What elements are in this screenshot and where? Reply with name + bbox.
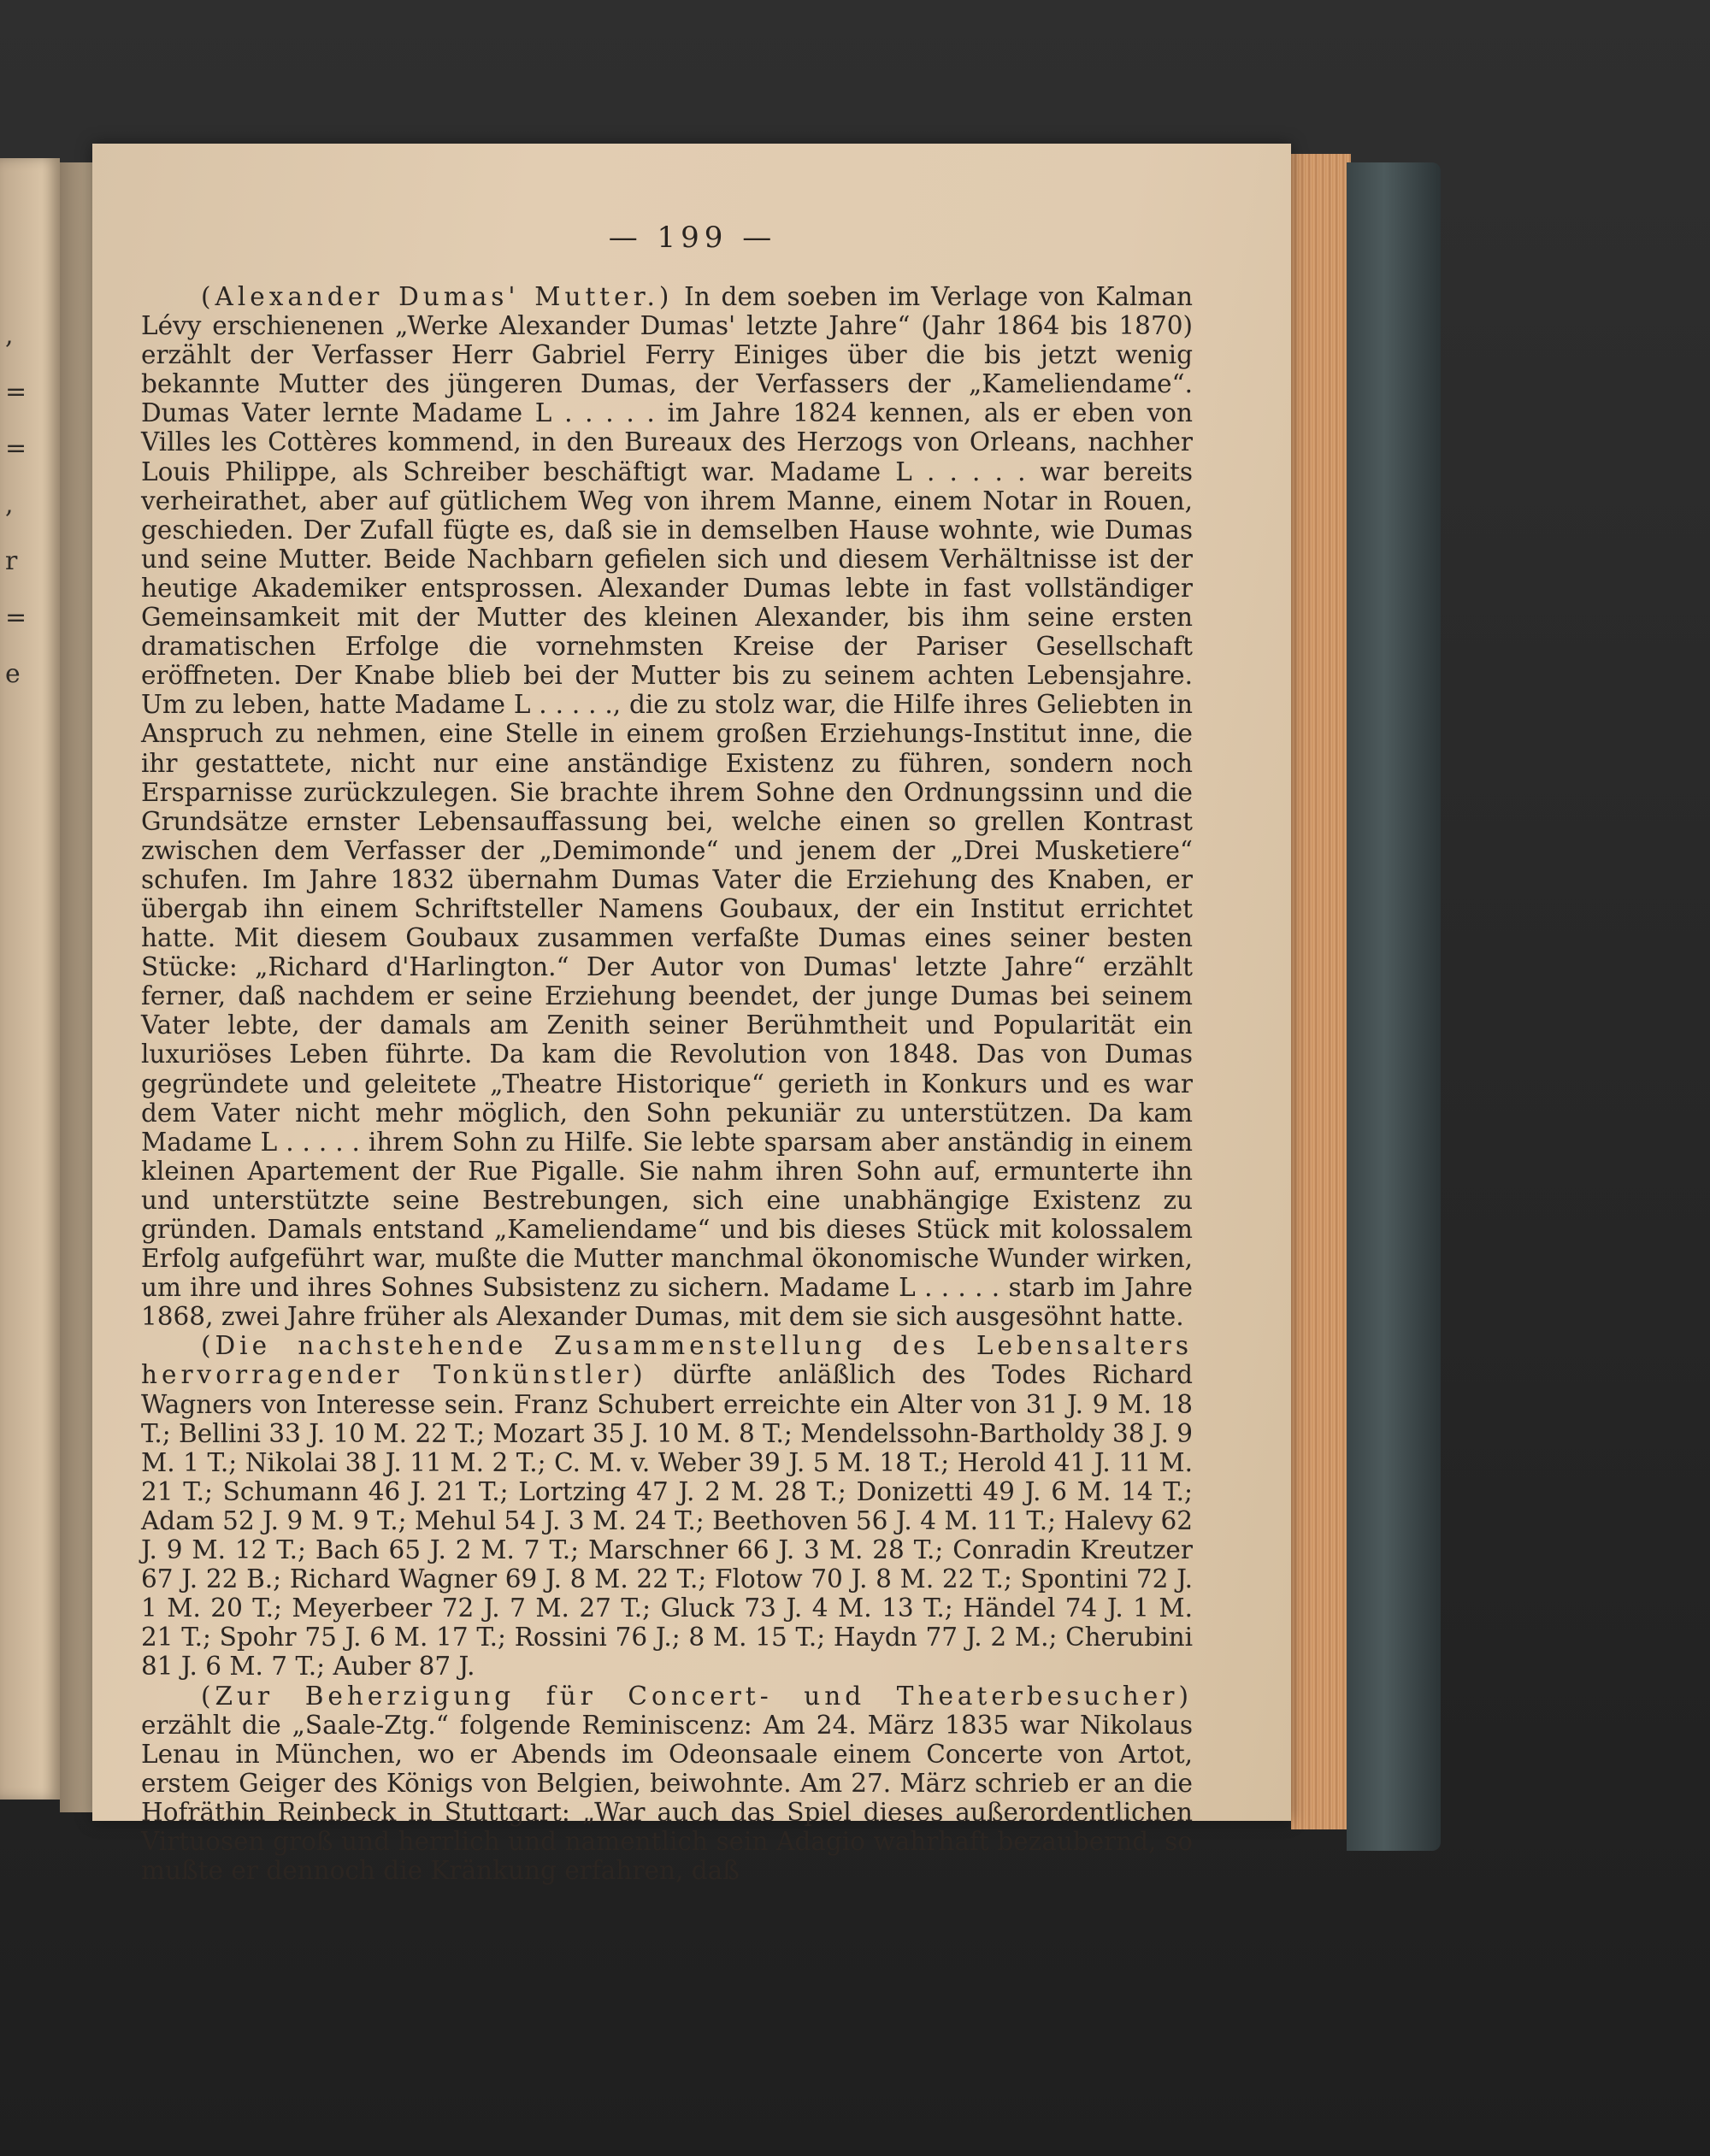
- paragraph-text: dürfte anläßlich des Todes Richard Wagners von Interesse sein. Franz Schubert erreichte ein Alter von 31 J. 9 M. 18 T.; Bellini 33 J. 10 M. 22 T.; Mozart 35 J. 10 M. 8 T.; Mendelssohn-Bartholdy 38 J. 9 M. 1 T.; Nikolai 38 J. 11 M. 2 T.; C. M. v. Weber 39 J. 5 M. 18 T.; Herold 41 J. 11 M. 21 T.; Schumann 46 J. 21 T.; Lortzing 47 J. 2 M. 28 T.; Donizetti 49 J. 6 M. 14 T.; Adam 52 J. 9 M. 9 T.; Mehul 54 J. 3 M. 24 T.; Beethoven 56 J. 4 M. 11 T.; Halevy 62 J. 9 M. 12 T.; Bach 65 J. 2 M. 7 T.; Marschner 66 J. 3 M. 28 T.; Conradin Kreutzer 67 J. 22 B.; Richard Wagner 69 J. 8 M. 22 T.; Flotow 70 J. 8 M. 22 T.; Spontini 72 J. 1 M. 20 T.; Meyerbeer 72 J. 7 M. 27 T.; Gluck 73 J. 4 M. 13 T.; Händel 74 J. 1 M. 21 T.; Spohr 75 J. 6 M. 17 T.; Rossini 76 J.; 8 M. 15 T.; Haydn 77 J. 2 M.; Cherubini 81 J. 6 M. 7 T.; Auber 87 J.: [141, 1360, 1193, 1682]
- paragraph-lead: (Alexander Dumas' Mutter.): [201, 282, 674, 311]
- paragraph-lead: (Die nachstehende Zusammenstellung des Lebensalters hervorragender Tonkünstler): [141, 1331, 1193, 1390]
- facing-page-marks: , = = , r = e: [5, 321, 27, 689]
- paragraph-composer-ages: [141, 1331, 1193, 1681]
- paragraph-text: erzählt die „Saale-Ztg.“ folgende Reminiscenz: Am 24. März 1835 war Nikolaus Lenau in München, wo er Abends im Odeonsaale einem Concerte von Artot, erstem Geiger des Königs von Belgien, beiwohnte. Am 27. März schrieb er an die Hofräthin Reinbeck in Stuttgart: „War auch das Spiel dieses außerordentlichen Virtuosen groß und herrlich und namentlich sein Adagio wahrhaft bezaubernd, so mußte er dennoch die Kränkung erfahren, daß: [141, 1710, 1193, 1886]
- book-cover: [1347, 162, 1441, 1851]
- paragraph-lead: (Zur Beherzigung für Concert- und Theaterbesucher): [201, 1681, 1193, 1711]
- page-body: [141, 282, 1193, 1885]
- book-gutter: [60, 162, 94, 1812]
- paragraph-dumas-mother: [141, 282, 1193, 1331]
- paragraph-text: In dem soeben im Verlage von Kalman Lévy erschienenen „Werke Alexander Dumas' letzte Jahre“ (Jahr 1864 bis 1870) erzählt der Verfasser Herr Gabriel Ferry Einiges über die bis jetzt wenig bekannte Mutter des jüngeren Dumas, der Verfassers der „Kameliendame“. Dumas Vater lernte Madame L . . . . . im Jahre 1824 kennen, als er eben von Villes les Cottères kommend, in den Bureaux des Herzogs von Orleans, nachher Louis Philippe, als Schreiber beschäftigt war. Madame L . . . . . war bereits verheirathet, aber auf gütlichem Weg von ihrem Manne, einem Notar in Rouen, geschieden. Der Zufall fügte es, daß sie in demselben Hause wohnte, wie Dumas und seine Mutter. Beide Nachbarn gefielen sich und diesem Verhältnisse ist der heutige Akademiker entsprossen. Alexander Dumas lebte in fast vollständiger Gemeinsamkeit mit der Mutter des kleinen Alexander, bis ihm seine ersten dramatischen Erfolge die vornehmsten Kreise der Pariser Gesellschaft eröffneten. Der Knabe blieb bei der Mutter bis zu seinem achten Lebensjahre. Um zu leben, hatte Madame L . . . . ., die zu stolz war, die Hilfe ihres Geliebten in Anspruch zu nehmen, eine Stelle in einem großen Erziehungs-Institut inne, die ihr gestattete, nicht nur eine anständige Existenz zu führen, sondern noch Ersparnisse zurückzulegen. Sie brachte ihrem Sohne den Ordnungssinn und die Grundsätze ernster Lebensauffassung bei, welche einen so grellen Kontrast zwischen dem Verfasser der „Demimonde“ und jenem der „Drei Musketiere“ schufen. Im Jahre 1832 übernahm Dumas Vater die Erziehung des Knaben, er übergab ihn einem Schriftsteller Namens Goubaux, der ein Institut errichtet hatte. Mit diesem Goubaux zusammen verfaßte Dumas eines seiner besten Stücke: „Richard d'Harlington.“ Der Autor von Dumas' letzte Jahre“ erzählt ferner, daß nachdem er seine Erziehung beendet, der junge Dumas bei seinem Vater lebte, der damals am Zenith seiner Berühmtheit und Popularität ein luxuriöses Leben führte. Da kam die Revolution von 1848. Das von Dumas gegründete und geleitete „Theatre Historique“ gerieth in Konkurs und es war dem Vater nicht mehr möglich, den Sohn pekuniär zu unterstützen. Da kam Madame L . . . . . ihrem Sohn zu Hilfe. Sie lebte sparsam aber anständig in einem kleinen Apartement der Rue Pigalle. Sie nahm ihren Sohn auf, ermunterte ihn und unterstützte seine Bestrebungen, sich eine unabhängige Existenz zu gründen. Damals entstand „Kameliendame“ und bis dieses Stück mit kolossalem Erfolg aufgeführt war, mußte die Mutter manchmal ökonomische Wunder wirken, um ihre und ihres Sohnes Subsistenz zu sichern. Madame L . . . . . starb im Jahre 1868, zwei Jahre früher als Alexander Dumas, mit dem sie sich ausgesöhnt hatte.: [141, 282, 1193, 1332]
- page-number: — 199 —: [608, 221, 777, 255]
- paragraph-concert-visitors: [141, 1682, 1193, 1886]
- page-block-edge: [1291, 154, 1351, 1829]
